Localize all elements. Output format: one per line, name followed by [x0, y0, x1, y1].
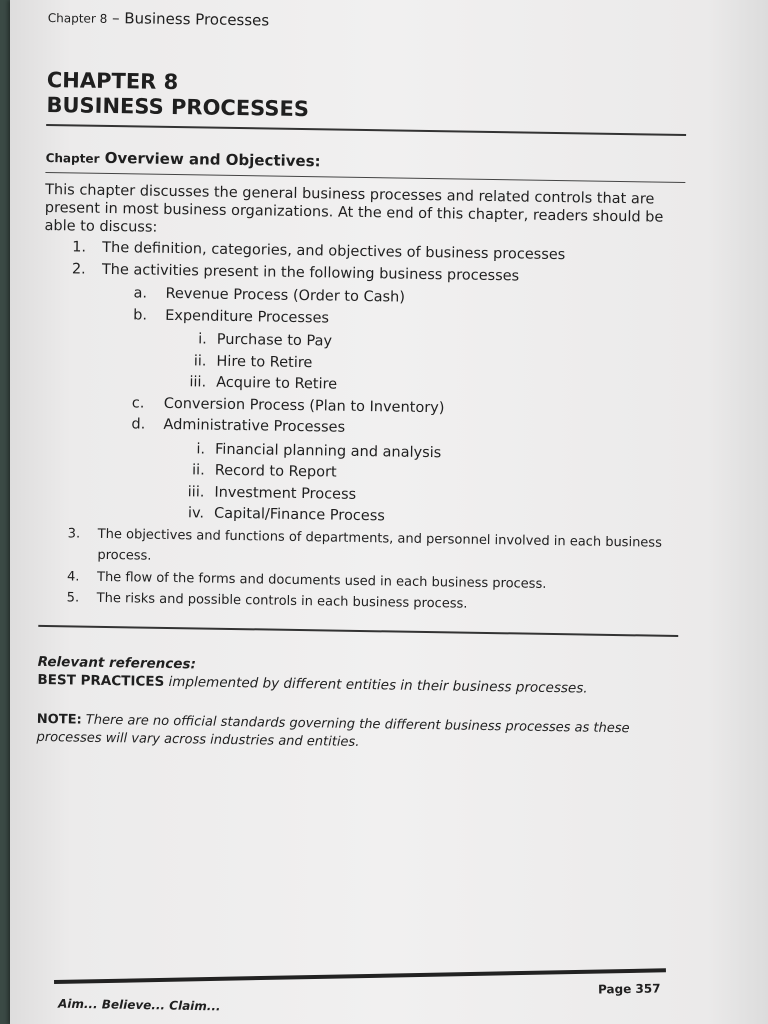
sub-list [98, 283, 684, 533]
list-text: Investment Process [214, 484, 357, 503]
references-bold-lead: BEST PRACTICES [37, 671, 165, 690]
list-text: Expenditure Processes [165, 307, 330, 326]
sub-sub-list [164, 329, 683, 402]
objectives-list [39, 237, 685, 619]
list-number: a. [133, 285, 148, 302]
list-number: i. [196, 440, 206, 458]
list-text: Capital/Finance Process [213, 505, 386, 525]
running-head-chapter: Chapter 8 [47, 10, 108, 26]
list-number: i. [198, 331, 207, 348]
chapter-name: BUSINESS PROCESSES [46, 92, 310, 122]
list-text: Acquire to Retire [216, 374, 338, 393]
running-head [48, 8, 688, 36]
note-label: NOTE: [36, 711, 82, 728]
list-item [132, 305, 683, 402]
list-number: d. [131, 416, 146, 433]
list-number: ii. [191, 462, 205, 479]
running-head-separator: – [107, 8, 125, 28]
intro-paragraph: This chapter discusses the general business processes and related controls that are present in most business organizations. At the end of this chapter, readers should be able to discuss: [44, 181, 664, 236]
list-number: iii. [187, 483, 205, 501]
running-head-title: Business Processes [124, 9, 270, 30]
list-text: Hire to Retire [216, 353, 313, 371]
references-heading: Relevant references: [37, 653, 197, 672]
list-text: The activities present in the following business processes [101, 261, 520, 284]
note-text: There are no official standards governing the different business processes as these processes will vary across industries and entities. [36, 712, 630, 750]
note-block [36, 710, 676, 756]
list-number: 1. [72, 239, 87, 256]
list-text: The objectives and functions of departments, and personnel involved in each business process. [97, 526, 663, 564]
book-page [10, 0, 768, 1024]
list-number: 5. [66, 590, 80, 606]
list-text: Revenue Process (Order to Cash) [165, 285, 406, 306]
section-rule [38, 624, 678, 636]
overview-heading-text: Overview and Objectives: [99, 148, 321, 171]
list-text: Financial planning and analysis [214, 441, 442, 461]
list-number: 3. [67, 525, 81, 542]
list-number: iv. [187, 505, 205, 522]
overview-heading [46, 148, 686, 176]
chapter-title [46, 68, 687, 128]
page-number: Page 357 [597, 981, 661, 997]
list-number: 2. [71, 260, 86, 278]
list-text: The definition, categories, and objectives of business processes [102, 239, 566, 264]
list-item [130, 414, 682, 532]
references-text: implemented by different entities in their business processes. [164, 673, 588, 697]
footer-rule [54, 968, 666, 984]
page-content [36, 8, 688, 756]
list-number: b. [133, 306, 148, 324]
list-item [40, 258, 684, 532]
sub-sub-list [162, 438, 681, 532]
list-number: 4. [66, 568, 80, 585]
chapter-number: CHAPTER 8 [46, 67, 179, 95]
list-text: Administrative Processes [163, 416, 346, 436]
list-number: c. [131, 394, 145, 412]
list-number: ii. [193, 352, 207, 370]
list-text: The flow of the forms and documents used in each business process. [96, 569, 547, 592]
overview-heading-chapter: Chapter [45, 150, 100, 166]
references-block [37, 652, 677, 698]
list-text: Record to Report [214, 462, 337, 481]
list-text: Purchase to Pay [216, 331, 333, 350]
list-text: The risks and possible controls in each business process. [96, 590, 468, 612]
footer-motto: Aim... Believe... Claim... [57, 996, 221, 1014]
list-number: iii. [189, 374, 207, 391]
list-text: Conversion Process (Plan to Inventory) [163, 395, 445, 416]
